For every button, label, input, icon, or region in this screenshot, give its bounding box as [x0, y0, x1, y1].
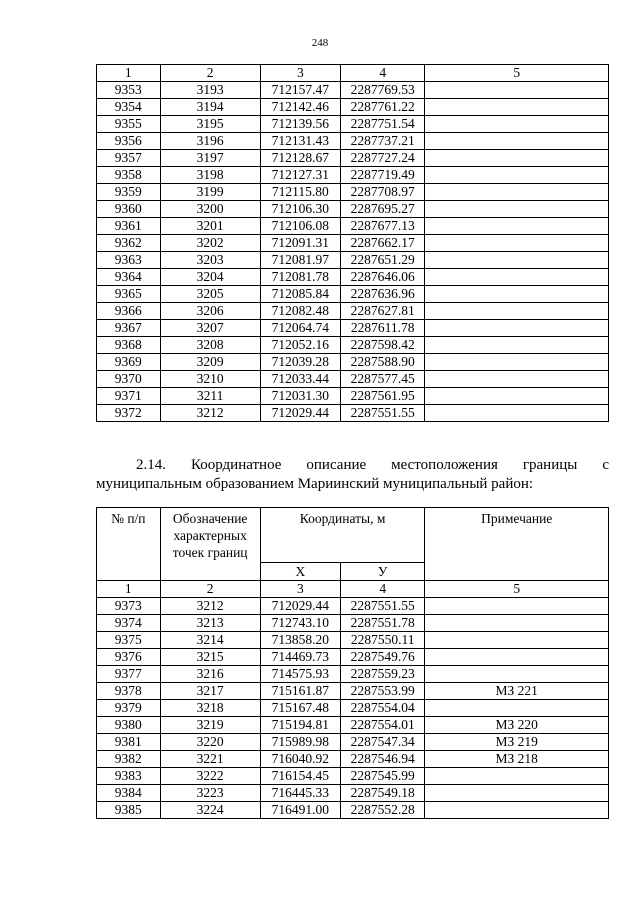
table-cell: 9354	[97, 99, 161, 116]
column-number: 5	[425, 581, 609, 598]
table-cell: 2287552.28	[340, 802, 424, 819]
table-cell: 9367	[97, 320, 161, 337]
page-number: 248	[311, 37, 329, 49]
table-row	[97, 133, 609, 150]
section-description	[96, 456, 609, 494]
column-number: 5	[425, 65, 609, 82]
table-cell: 2287546.94	[340, 751, 424, 768]
table-cell: 3211	[160, 388, 260, 405]
table-cell: 9360	[97, 201, 161, 218]
section-line-1	[96, 456, 609, 475]
table-cell: МЗ 220	[425, 717, 609, 734]
table-cell: 716154.45	[260, 768, 340, 785]
table-row	[97, 388, 609, 405]
table-cell: 712033.44	[260, 371, 340, 388]
table-row	[97, 768, 609, 785]
table-cell: 9374	[97, 615, 161, 632]
table-cell: 9363	[97, 252, 161, 269]
table-cell: 3193	[160, 82, 260, 99]
table-cell	[425, 371, 609, 388]
table-cell: 9385	[97, 802, 161, 819]
section-word: описание	[306, 457, 367, 473]
table-cell: 9365	[97, 286, 161, 303]
table-row	[97, 201, 609, 218]
table-cell: 3194	[160, 99, 260, 116]
table-cell: 3223	[160, 785, 260, 802]
table-cell: 712081.97	[260, 252, 340, 269]
table-row	[97, 99, 609, 116]
header-designation: Обозначение характерных точек границ	[160, 508, 260, 581]
table-row	[97, 649, 609, 666]
table-cell: 9362	[97, 235, 161, 252]
table-cell: 712029.44	[260, 598, 340, 615]
column-number: 3	[260, 65, 340, 82]
table-cell	[425, 320, 609, 337]
table-cell: 712085.84	[260, 286, 340, 303]
table-cell: 3207	[160, 320, 260, 337]
table-cell: 9356	[97, 133, 161, 150]
table-cell	[425, 388, 609, 405]
table-cell: 2287761.22	[340, 99, 424, 116]
column-number-row	[97, 65, 609, 82]
table-row	[97, 116, 609, 133]
table-cell: 2287547.34	[340, 734, 424, 751]
table-row	[97, 303, 609, 320]
table-cell: 2287550.11	[340, 632, 424, 649]
table-cell: 3214	[160, 632, 260, 649]
table-row	[97, 320, 609, 337]
table-cell: 2287561.95	[340, 388, 424, 405]
column-number: 3	[260, 581, 340, 598]
table-row	[97, 666, 609, 683]
section-line-2: муниципальным образованием Мариинский муниципальный район:	[96, 476, 534, 492]
table-cell: 3196	[160, 133, 260, 150]
column-number: 1	[97, 65, 161, 82]
table-row	[97, 269, 609, 286]
table-cell	[425, 150, 609, 167]
table-cell: 2287651.29	[340, 252, 424, 269]
table-cell: 9381	[97, 734, 161, 751]
table-cell: 3213	[160, 615, 260, 632]
table-row	[97, 751, 609, 768]
table1-body	[97, 82, 609, 422]
table-row	[97, 184, 609, 201]
header-num: № п/п	[97, 508, 161, 581]
table-cell: 9380	[97, 717, 161, 734]
table-row	[97, 354, 609, 371]
table-cell: 9364	[97, 269, 161, 286]
table-cell: 3221	[160, 751, 260, 768]
column-number: 2	[160, 65, 260, 82]
table-cell	[425, 269, 609, 286]
table-cell: 9359	[97, 184, 161, 201]
column-number: 4	[340, 581, 424, 598]
table-cell	[425, 167, 609, 184]
table-cell	[425, 116, 609, 133]
table-cell: 9355	[97, 116, 161, 133]
table-cell: 2287554.01	[340, 717, 424, 734]
table-cell: 2287695.27	[340, 201, 424, 218]
table-cell: 713858.20	[260, 632, 340, 649]
table-cell: 712081.78	[260, 269, 340, 286]
table-cell: 3198	[160, 167, 260, 184]
table-row	[97, 235, 609, 252]
table-cell: 9378	[97, 683, 161, 700]
table-cell	[425, 218, 609, 235]
table-cell: 712157.47	[260, 82, 340, 99]
table-cell: 3202	[160, 235, 260, 252]
table-cell: 9375	[97, 632, 161, 649]
table-cell: 2287549.76	[340, 649, 424, 666]
table-cell: 715989.98	[260, 734, 340, 751]
table-cell: 715194.81	[260, 717, 340, 734]
table-cell	[425, 632, 609, 649]
table-cell: 3206	[160, 303, 260, 320]
table-cell	[425, 133, 609, 150]
table-cell: 2287553.99	[340, 683, 424, 700]
table-cell: 716445.33	[260, 785, 340, 802]
table-row	[97, 683, 609, 700]
table-row	[97, 405, 609, 422]
table-cell: 9361	[97, 218, 161, 235]
table-cell: 712115.80	[260, 184, 340, 201]
section-number: 2.14.	[136, 457, 166, 473]
table-cell	[425, 700, 609, 717]
table-row	[97, 785, 609, 802]
table-cell: 2287577.45	[340, 371, 424, 388]
table-row	[97, 286, 609, 303]
table-cell: 2287611.78	[340, 320, 424, 337]
table-row	[97, 598, 609, 615]
table-cell: 712127.31	[260, 167, 340, 184]
table-cell: 2287554.04	[340, 700, 424, 717]
table-cell: 3212	[160, 405, 260, 422]
table-cell: 3217	[160, 683, 260, 700]
table-cell: 9373	[97, 598, 161, 615]
table-cell: 3224	[160, 802, 260, 819]
table-row	[97, 150, 609, 167]
table-cell	[425, 598, 609, 615]
table-cell: 716040.92	[260, 751, 340, 768]
header-note: Примечание	[425, 508, 609, 581]
table-cell: 712064.74	[260, 320, 340, 337]
table-cell: 2287559.23	[340, 666, 424, 683]
table-cell: 2287636.96	[340, 286, 424, 303]
table-cell: 712031.30	[260, 388, 340, 405]
table-cell	[425, 99, 609, 116]
table-cell: 2287708.97	[340, 184, 424, 201]
table-cell: 9382	[97, 751, 161, 768]
column-number: 2	[160, 581, 260, 598]
table-cell: МЗ 219	[425, 734, 609, 751]
table-cell: 3195	[160, 116, 260, 133]
table-cell: 712052.16	[260, 337, 340, 354]
table-cell: 2287545.99	[340, 768, 424, 785]
table-cell: 3210	[160, 371, 260, 388]
table-cell: 9384	[97, 785, 161, 802]
section-word: местоположения	[391, 457, 498, 473]
table-cell: 2287627.81	[340, 303, 424, 320]
table-cell: 9377	[97, 666, 161, 683]
table-cell: 2287551.55	[340, 405, 424, 422]
table-cell: 712743.10	[260, 615, 340, 632]
table-cell	[425, 184, 609, 201]
table-cell: 3201	[160, 218, 260, 235]
table-cell	[425, 354, 609, 371]
table-row	[97, 700, 609, 717]
table-cell: 9353	[97, 82, 161, 99]
header-y: У	[340, 563, 424, 581]
table-cell	[425, 649, 609, 666]
table-cell: 2287662.17	[340, 235, 424, 252]
table-cell	[425, 286, 609, 303]
table-row	[97, 218, 609, 235]
table-cell	[425, 802, 609, 819]
table-cell: 3204	[160, 269, 260, 286]
table-cell	[425, 337, 609, 354]
table-cell: 3219	[160, 717, 260, 734]
table-cell: 3209	[160, 354, 260, 371]
table-cell	[425, 785, 609, 802]
table-cell: 9372	[97, 405, 161, 422]
table-cell: 2287727.24	[340, 150, 424, 167]
table-cell: 3212	[160, 598, 260, 615]
section-word: Координатное	[190, 457, 282, 473]
table-cell: 712106.08	[260, 218, 340, 235]
table-row	[97, 717, 609, 734]
table-cell: 3203	[160, 252, 260, 269]
table-cell	[425, 201, 609, 218]
table-row	[97, 167, 609, 184]
section-word: границы	[522, 457, 578, 473]
table-cell: 714469.73	[260, 649, 340, 666]
table-cell: 712039.28	[260, 354, 340, 371]
table-cell: 9379	[97, 700, 161, 717]
table-cell: 715167.48	[260, 700, 340, 717]
table-cell: 9371	[97, 388, 161, 405]
table-cell: 712106.30	[260, 201, 340, 218]
table-row	[97, 802, 609, 819]
table-cell: 2287588.90	[340, 354, 424, 371]
table-cell: 2287677.13	[340, 218, 424, 235]
header-x: Х	[260, 563, 340, 581]
table-cell: 9369	[97, 354, 161, 371]
table-cell: 2287551.78	[340, 615, 424, 632]
coordinates-table-continued	[96, 64, 609, 422]
table-cell: 3208	[160, 337, 260, 354]
table-cell: 712139.56	[260, 116, 340, 133]
table-cell: 3215	[160, 649, 260, 666]
table-cell: 9376	[97, 649, 161, 666]
column-number-row	[97, 581, 609, 598]
table-row	[97, 371, 609, 388]
table-cell: 712029.44	[260, 405, 340, 422]
table-row	[97, 734, 609, 751]
table-cell: 712091.31	[260, 235, 340, 252]
table-cell: 2287719.49	[340, 167, 424, 184]
table-cell: 3218	[160, 700, 260, 717]
table-row	[97, 337, 609, 354]
table-cell	[425, 666, 609, 683]
table-cell: 2287549.18	[340, 785, 424, 802]
table-cell: 3216	[160, 666, 260, 683]
table-cell	[425, 768, 609, 785]
column-number: 1	[97, 581, 161, 598]
table-cell: 2287737.21	[340, 133, 424, 150]
table-cell: 3200	[160, 201, 260, 218]
header-coordinates: Координаты, м	[260, 508, 425, 563]
table-cell	[425, 615, 609, 632]
table-cell: 2287769.53	[340, 82, 424, 99]
table-cell: 714575.93	[260, 666, 340, 683]
table-row	[97, 82, 609, 99]
table-cell: 9383	[97, 768, 161, 785]
table-cell: 3220	[160, 734, 260, 751]
table-cell: 3199	[160, 184, 260, 201]
header-row	[97, 508, 609, 563]
table-cell: 712128.67	[260, 150, 340, 167]
table-cell: 3222	[160, 768, 260, 785]
table-cell: 712142.46	[260, 99, 340, 116]
table-cell: 2287598.42	[340, 337, 424, 354]
table-cell: 2287646.06	[340, 269, 424, 286]
coordinates-table	[96, 507, 609, 819]
table-cell	[425, 235, 609, 252]
table-cell	[425, 252, 609, 269]
table-row	[97, 615, 609, 632]
table-row	[97, 632, 609, 649]
table-cell	[425, 82, 609, 99]
table-cell: 715161.87	[260, 683, 340, 700]
table-cell: 712131.43	[260, 133, 340, 150]
table2-body	[97, 598, 609, 819]
table-cell: 3205	[160, 286, 260, 303]
table-cell: 712082.48	[260, 303, 340, 320]
column-number: 4	[340, 65, 424, 82]
table-cell: 9366	[97, 303, 161, 320]
table-cell: 9368	[97, 337, 161, 354]
table-cell: 9370	[97, 371, 161, 388]
table-cell: 9358	[97, 167, 161, 184]
section-word: с	[602, 457, 609, 473]
table-cell: 2287751.54	[340, 116, 424, 133]
table-cell: 9357	[97, 150, 161, 167]
table-cell: МЗ 221	[425, 683, 609, 700]
table-row	[97, 252, 609, 269]
table-cell: МЗ 218	[425, 751, 609, 768]
table-cell: 716491.00	[260, 802, 340, 819]
table-cell: 3197	[160, 150, 260, 167]
table-cell: 2287551.55	[340, 598, 424, 615]
table-cell	[425, 405, 609, 422]
table-cell	[425, 303, 609, 320]
